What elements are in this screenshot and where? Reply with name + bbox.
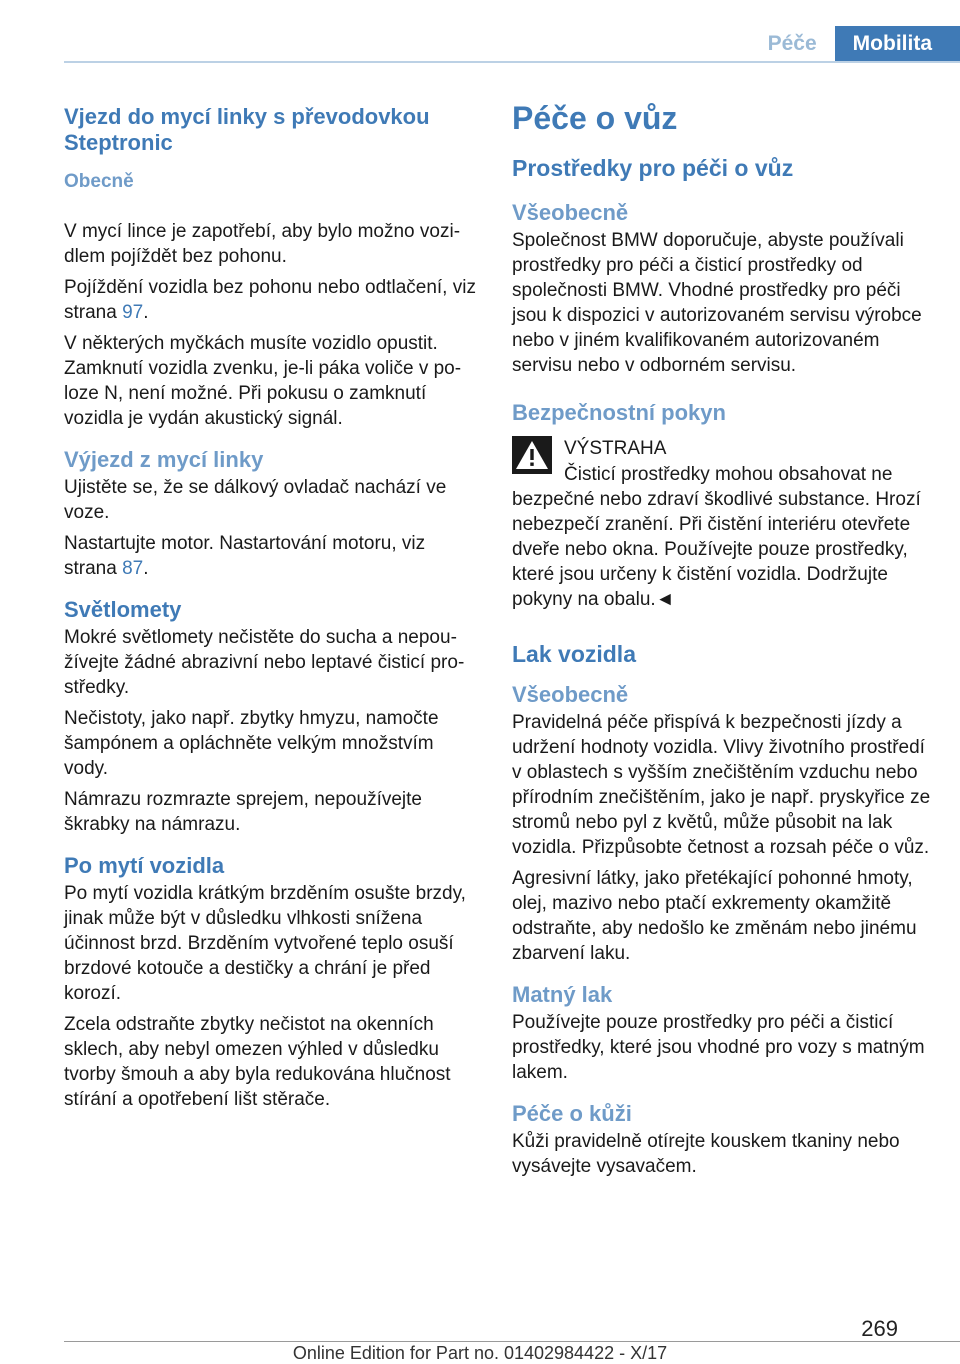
heading-exit-car-wash: Výjezd z mycí linky [64, 447, 264, 473]
paragraph-text: Nastartujte motor. Nastartování motoru, viz strana [64, 533, 426, 580]
heading-matte-paint: Matný lak [512, 982, 613, 1007]
paragraph: V mycí lince je zapotřebí, aby bylo možno vozidlem pojíždět bez pohonu. [64, 221, 461, 268]
heading-leather-care: Péče o kůži [512, 1101, 632, 1126]
tab-care[interactable]: Péče [750, 26, 835, 62]
page-link-87[interactable]: 87 [122, 558, 144, 580]
paragraph: Pravidelná péče přispívá k bezpečnosti jízdy a udržení hodnoty vozidla. Vlivy životního prostředí v oblastech s vyšším znečištěním vzduchu nebo přírodním znečištěním, jako je např. pryskyřice ze stromů nebo pyl z květů, může působit na lak vozidla. Přizpůsobte četnost a rozsah péče o vůz. [512, 712, 931, 858]
heading-car-care: Péče o vůz [512, 100, 678, 136]
header-tabs [750, 26, 960, 62]
footer-edition: Online Edition for Part no. 01402984422 - X/17 [292, 1343, 668, 1363]
paragraph: Nečistoty, jako např. zbytky hmyzu, namočte šampónem a opláchněte velkým množstvím vody. [64, 708, 439, 780]
right-column [512, 100, 932, 1179]
paragraph: Zcela odstraňte zbytky nečistot na okenních sklech, aby nebyl omezen výhled v důsledku tvorby šmouh a aby byla redukována hlučnost stírání a opotřebení lišt stěrače. [64, 1014, 451, 1111]
paragraph: Mokré světlomety nečistěte do sucha a nepoužívejte žádné abrazivní nebo leptavé čisticí prostředky. [64, 627, 465, 699]
paragraph-text: Pojíždění vozidla bez pohonu nebo odtlačení, viz strana [64, 277, 476, 324]
warning-block [512, 436, 932, 612]
heading-general: Všeobecně [512, 682, 629, 707]
heading-car-wash-steptronic: Vjezd do mycí linky s převodovkou Steptronic [64, 104, 430, 155]
warning-text-first-line: Čisticí prostředky mohou obsahovat ne [564, 464, 893, 485]
paragraph: Společnost BMW doporučuje, abyste používali prostředky pro péči a čisticí prostředky od společnosti BMW. Vhodné prostředky pro péči jsou k dispozici v autorizovaném servisu výrobce nebo v jiném kvalifikovaném autorizovaném servisu nebo v odborném servisu. [512, 230, 922, 376]
paragraph: Agresivní látky, jako přetékající pohonné hmoty, olej, mazivo nebo ptačí exkrementy okamžitě odstraňte, aby nedošlo ke změnám nebo jinému zbarvení laku. [512, 868, 917, 964]
header-rule [64, 61, 960, 63]
paragraph: Ujistěte se, že se dálkový ovladač nachází ve voze. [64, 477, 447, 524]
heading-safety-note: Bezpečnostní pokyn [512, 400, 726, 425]
paragraph: Kůži pravidelně otírejte kouskem tkaniny nebo vysávejte vysavačem. [512, 1131, 900, 1177]
warning-triangle-icon [512, 436, 552, 474]
heading-vehicle-paint: Lak vozidla [512, 641, 636, 667]
paragraph: V některých myčkách musíte vozidlo opustit. Zamknutí vozidla zvenku, je-li páka voliče v poloze N, není možné. Při pokusu o zamknutí vozidla je vydán akustický signál. [64, 333, 462, 430]
tab-mobility[interactable]: Mobilita [835, 26, 960, 62]
paragraph: Používejte pouze prostředky pro péči a čisticí prostředky, které jsou vhodné pro vozy s matným lakem. [512, 1012, 925, 1083]
footer-rule [64, 1341, 960, 1342]
heading-general: Všeobecně [512, 200, 629, 225]
paragraph: Námrazu rozmrazte sprejem, nepoužívejte škrabky na námrazu. [64, 789, 422, 836]
paragraph: Po mytí vozidla krátkým brzděním osušte brzdy, jinak může být v důsledku vlhkosti snížena účinnost brzd. Brzděním vytvořené teplo osuší brzdové kotouče a destičky a chrání je před korozí. [64, 883, 466, 1005]
heading-headlights: Světlomety [64, 597, 182, 623]
page-number: 269 [861, 1316, 898, 1341]
page-link-97[interactable]: 97 [122, 302, 144, 324]
warning-title: VÝSTRAHA [564, 438, 667, 459]
left-column [64, 100, 476, 1112]
heading-after-washing: Po mytí vozidla [64, 853, 225, 879]
paragraph: Pojíždění vozidla bez pohonu nebo odtlačení, viz strana 97. [64, 277, 476, 324]
heading-general: Obecně [64, 171, 134, 192]
paragraph: Nastartujte motor. Nastartování motoru, viz strana 87. [64, 533, 426, 580]
heading-care-products: Prostředky pro péči o vůz [512, 155, 794, 181]
warning-text: bezpečné nebo zdraví škodlivé substance. Hrozí nebezpečí zranění. Při čistění interiéru otevřete dveře nebo okna. Používejte pouze prostředky, které jsou určeny k čistění vozidla. Dodržujte pokyny na obalu.◄ [512, 489, 921, 610]
